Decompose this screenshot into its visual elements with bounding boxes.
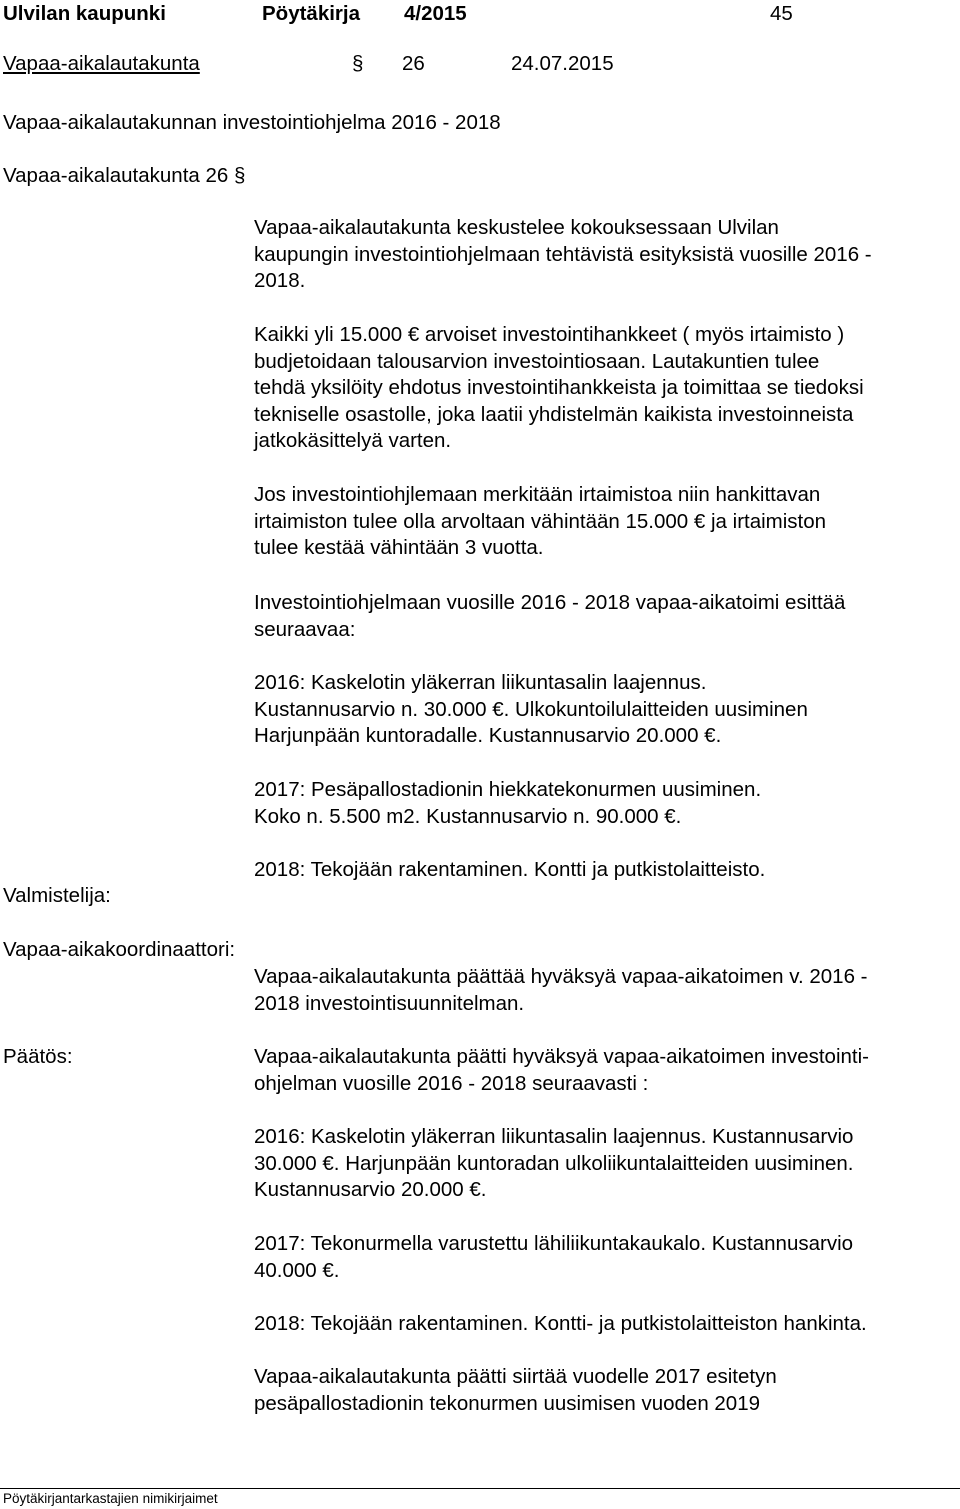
meeting-date: 24.07.2015 (511, 52, 614, 75)
section-sign-icon: § (352, 52, 364, 75)
equipment-paragraph (254, 482, 954, 562)
text-line: Vapaa-aikalautakunta keskustelee kokouksessaan Ulvilan (254, 216, 779, 239)
text-line: Koko n. 5.500 m2. Kustannusarvio n. 90.000 €. (254, 804, 682, 828)
text-line: pesäpallostadionin tekonurmen uusimisen vuoden 2019 (254, 1391, 761, 1415)
text-line: 30.000 €. Harjunpään kuntoradan ulkoliikuntalaitteiden uusiminen. (254, 1151, 854, 1175)
proposal-2018 (254, 857, 954, 884)
page-number: 45 (770, 2, 793, 25)
footer-divider (0, 1488, 960, 1489)
text-line: 2018. (254, 269, 306, 293)
text-line: tekniselle osastolle, joka laatii yhdistelmän kaikista investoinneista (254, 402, 854, 426)
text-line: 2017: Tekonurmella varustettu lähiliikuntakaukalo. Kustannusarvio (254, 1232, 854, 1255)
text-line: 2018 investointisuunnitelman. (254, 991, 525, 1015)
text-line: 2017: Pesäpallostadionin hiekkatekonurmen uusiminen. (254, 778, 762, 801)
document-number: 4/2015 (404, 2, 467, 25)
proposal-2017 (254, 777, 954, 830)
item-reference-text: Vapaa-aikalautakunta 26 (3, 164, 229, 187)
preparer-label: Valmistelija: (3, 884, 111, 907)
text-line: Harjunpään kuntoradalle. Kustannusarvio 20.000 €. (254, 724, 722, 748)
proposal-2016 (254, 670, 954, 750)
text-line: jatkokäsittelyä varten. (254, 429, 452, 453)
body-name: Vapaa-aikalautakunta (3, 52, 200, 75)
item-title: Vapaa-aikalautakunnan investointiohjelma 2016 - 2018 (3, 111, 501, 134)
decision-2018 (254, 1311, 954, 1338)
proposal-statement (254, 964, 954, 1017)
decision-postponement (254, 1364, 954, 1417)
text-line: 2016: Kaskelotin yläkerran liikuntasalin laajennus. (254, 671, 707, 694)
intro-paragraph (254, 215, 954, 295)
text-line: tulee kestää vähintään 3 vuotta. (254, 536, 544, 560)
text-line: kaupungin investointiohjelmaan tehtävistä esityksistä vuosille 2016 - (254, 242, 872, 266)
text-line: Kustannusarvio n. 30.000 €. Ulkokuntoilulaitteiden uusiminen (254, 697, 808, 721)
section-sign-icon: § (234, 164, 246, 187)
decision-intro (254, 1044, 954, 1097)
text-line: Kustannusarvio 20.000 €. (254, 1178, 487, 1202)
decision-2016 (254, 1124, 954, 1204)
document-type: Pöytäkirja (262, 2, 360, 25)
text-line: Kaikki yli 15.000 € arvoiset investointihankkeet ( myös irtaimisto ) (254, 323, 845, 346)
item-reference (3, 164, 245, 188)
text-line: 2016: Kaskelotin yläkerran liikuntasalin laajennus. Kustannusarvio (254, 1125, 854, 1148)
text-line: budjetoidaan talousarvion investointiosaan. Lautakuntien tulee (254, 349, 820, 373)
municipality-name: Ulvilan kaupunki (3, 2, 166, 25)
text-line: Vapaa-aikalautakunta päättää hyväksyä vapaa-aikatoimen v. 2016 - (254, 965, 868, 988)
text-line: seuraavaa: (254, 617, 356, 641)
text-line: ohjelman vuosille 2016 - 2018 seuraavasti : (254, 1071, 649, 1095)
text-line: irtaimiston tulee olla arvoltaan vähintään 15.000 € ja irtaimiston (254, 509, 827, 533)
signatures-label: Pöytäkirjantarkastajien nimikirjaimet (3, 1491, 218, 1506)
text-line: 40.000 €. (254, 1258, 340, 1282)
proposal-intro (254, 590, 954, 643)
text-line: Investointiohjelmaan vuosille 2016 - 2018 vapaa-aikatoimi esittää (254, 591, 846, 614)
section-number: 26 (402, 52, 425, 75)
text-line: Vapaa-aikalautakunta päätti siirtää vuodelle 2017 esitetyn (254, 1365, 777, 1388)
coordinator-label: Vapaa-aikakoordinaattori: (3, 938, 236, 961)
text-line: 2018: Tekojään rakentaminen. Kontti- ja putkistolaitteiston hankinta. (254, 1312, 867, 1335)
text-line: Jos investointiohjlemaan merkitään irtaimistoa niin hankittavan (254, 483, 821, 506)
text-line: Vapaa-aikalautakunta päätti hyväksyä vapaa-aikatoimen investointi- (254, 1045, 869, 1068)
decision-label: Päätös: (3, 1045, 73, 1068)
text-line: 2018: Tekojään rakentaminen. Kontti ja putkistolaitteisto. (254, 858, 766, 881)
decision-2017 (254, 1231, 954, 1284)
text-line: tehdä yksilöity ehdotus investointihankkeista ja toimittaa se tiedoksi (254, 376, 864, 400)
budget-paragraph (254, 322, 954, 455)
